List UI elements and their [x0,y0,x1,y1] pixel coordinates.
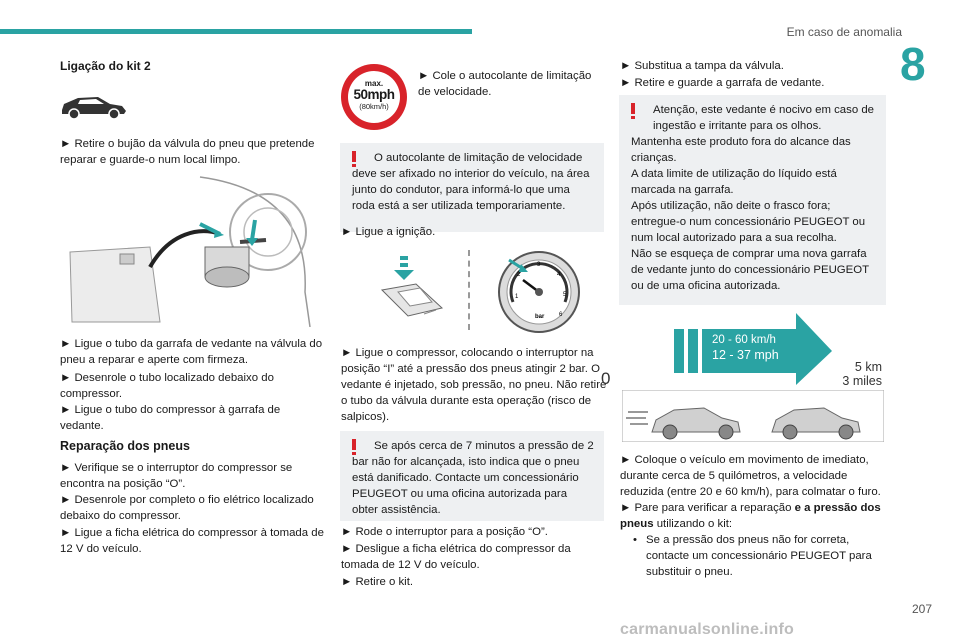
gauge-unit: bar [535,314,545,320]
divider [468,250,470,330]
gauge-tick: 4 [557,272,561,278]
sticker-speed: 50mph [353,87,395,102]
gauge-tick: 1 [515,294,519,300]
warning-text: O autocolante de limitação de velocidade deve ser afixado no interior do veículo, na área junto do condutor, para informá-lo que uma roda está a ser utilizada temporariamente. [352,152,590,212]
distance-start: 0 [601,369,611,388]
warning-first: Atenção, este vedante é nocivo em caso de ingestão e irritante para os olhos. [653,104,874,132]
step-unplug: ► Desligue a ficha elétrica do compressor da tomada de 12 V do veículo. [341,543,571,571]
sticker-max: max. [364,79,384,88]
bullet-replace-tyre: Se a pressão dos pneus não for correta, contacte um concessionário PEUGEOT para substituir o pneu. [646,534,872,578]
gauge-tick: 3 [537,262,541,268]
speed-kmh: 20 - 60 km/h [712,334,776,346]
pressure-gauge [497,250,583,334]
gauge-tick: 2 [517,272,521,278]
page-number: 207 [911,602,932,616]
warning-sticker-placement [340,143,604,232]
compressor-illustration [60,172,322,327]
section-title: Em caso de anomalia [786,25,902,39]
header-accent-bar [0,29,472,34]
ignition-switch-icon [376,252,466,327]
gauge-tick: 6 [559,312,563,318]
step-turn-on-compressor: ► Ligue o compressor, colocando o interruptor na posição “I” até a pressão dos pneus atingir 2 bar. O vedante é injetado, sob pressão, no pneu. Não retire o tubo da válvula durante esta operação (risco de salpicos). [341,347,607,423]
chapter-number: 8 [900,38,926,90]
warning-rest: Mantenha este produto fora do alcance das crianças. A data limite de utilização do líquido está marcada na garrafa. Após utilização, não deite o frasco fora; entregue-o num concessionário PEUGEOT ou num local autorizado para a sua recolha. Não se esqueça de comprar uma nova garrafa de vedante junto do concessionário PEUGEOT ou de uma oficina autorizada. [631,136,869,292]
step-remove-kit: ► Retire o kit. [341,576,414,588]
warning-text: Se após cerca de 7 minutos a pressão de 2 bar não for alcançada, isto indica que o pneu está danificado. Contacte um concessionário PEUGEOT ou uma oficina autorizada para obter assistência. [352,440,594,516]
speed-mph: 12 - 37 mph [712,348,779,362]
repair-subtitle: Reparação dos pneus [60,439,190,453]
step-switch-off: ► Rode o interruptor para a posição “O”. [341,526,548,538]
car-icon [58,92,130,120]
warning-pressure-not-reached [340,431,604,521]
warning-sealant [619,95,886,305]
step-replace-cap: ► Substitua a tampa da válvula. [620,60,784,72]
step-check-switch: ► Verifique se o interruptor do compressor se encontra na posição “O”. [60,462,293,490]
check-text: ► Pare para verificar a reparação [620,502,795,514]
step-ignition: ► Ligue a ignição. [341,226,436,238]
bullet-dot: • [633,534,637,546]
step-unroll-tube: ► Desenrole o tubo localizado debaixo do compressor. [60,372,274,400]
watermark: carmanualsonline.info [620,621,795,638]
distance-end [820,360,882,388]
step-check-repair [620,500,888,532]
speed-sticker [341,64,407,130]
step-store-bottle: ► Retire e guarde a garrafa de vedante. [620,77,825,89]
driving-car-illustration [622,390,884,442]
kit-title: Ligação do kit 2 [60,59,151,73]
step-drive: ► Coloque o veículo em movimento de imediato, durante cerca de 5 quilómetros, a velocidade reduzida (entre 20 e 60 km/h), para colmatar o furo. [620,454,881,498]
check-bold: e a pressão dos pneus [620,502,881,530]
gauge-tick: 5 [563,292,567,298]
step-unroll-cable: ► Desenrole por completo o fio elétrico localizado debaixo do compressor. [60,494,314,522]
distance-km: 5 km [854,360,882,374]
distance-miles: 3 miles [842,374,882,388]
warning-icon [352,439,356,454]
step-plug-socket: ► Ligue a ficha elétrica do compressor à tomada de 12 V do veículo. [60,527,324,555]
step-remove-cap: ► Retire o bujão da válvula do pneu que pretende reparar e guarde-o num local limpo. [60,138,315,166]
sticker-kmh: (80km/h) [359,102,389,111]
step-connect-tube: ► Ligue o tubo da garrafa de vedante na válvula do pneu a reparar e aperte com firmeza. [60,338,323,366]
step-connect-compressor: ► Ligue o tubo do compressor à garrafa de vedante. [60,404,281,432]
check-text-end: utilizando o kit: [653,518,733,530]
step-apply-sticker: ► Cole o autocolante de limitação de velocidade. [418,70,592,98]
warning-icon [352,151,356,166]
warning-icon [631,103,635,118]
